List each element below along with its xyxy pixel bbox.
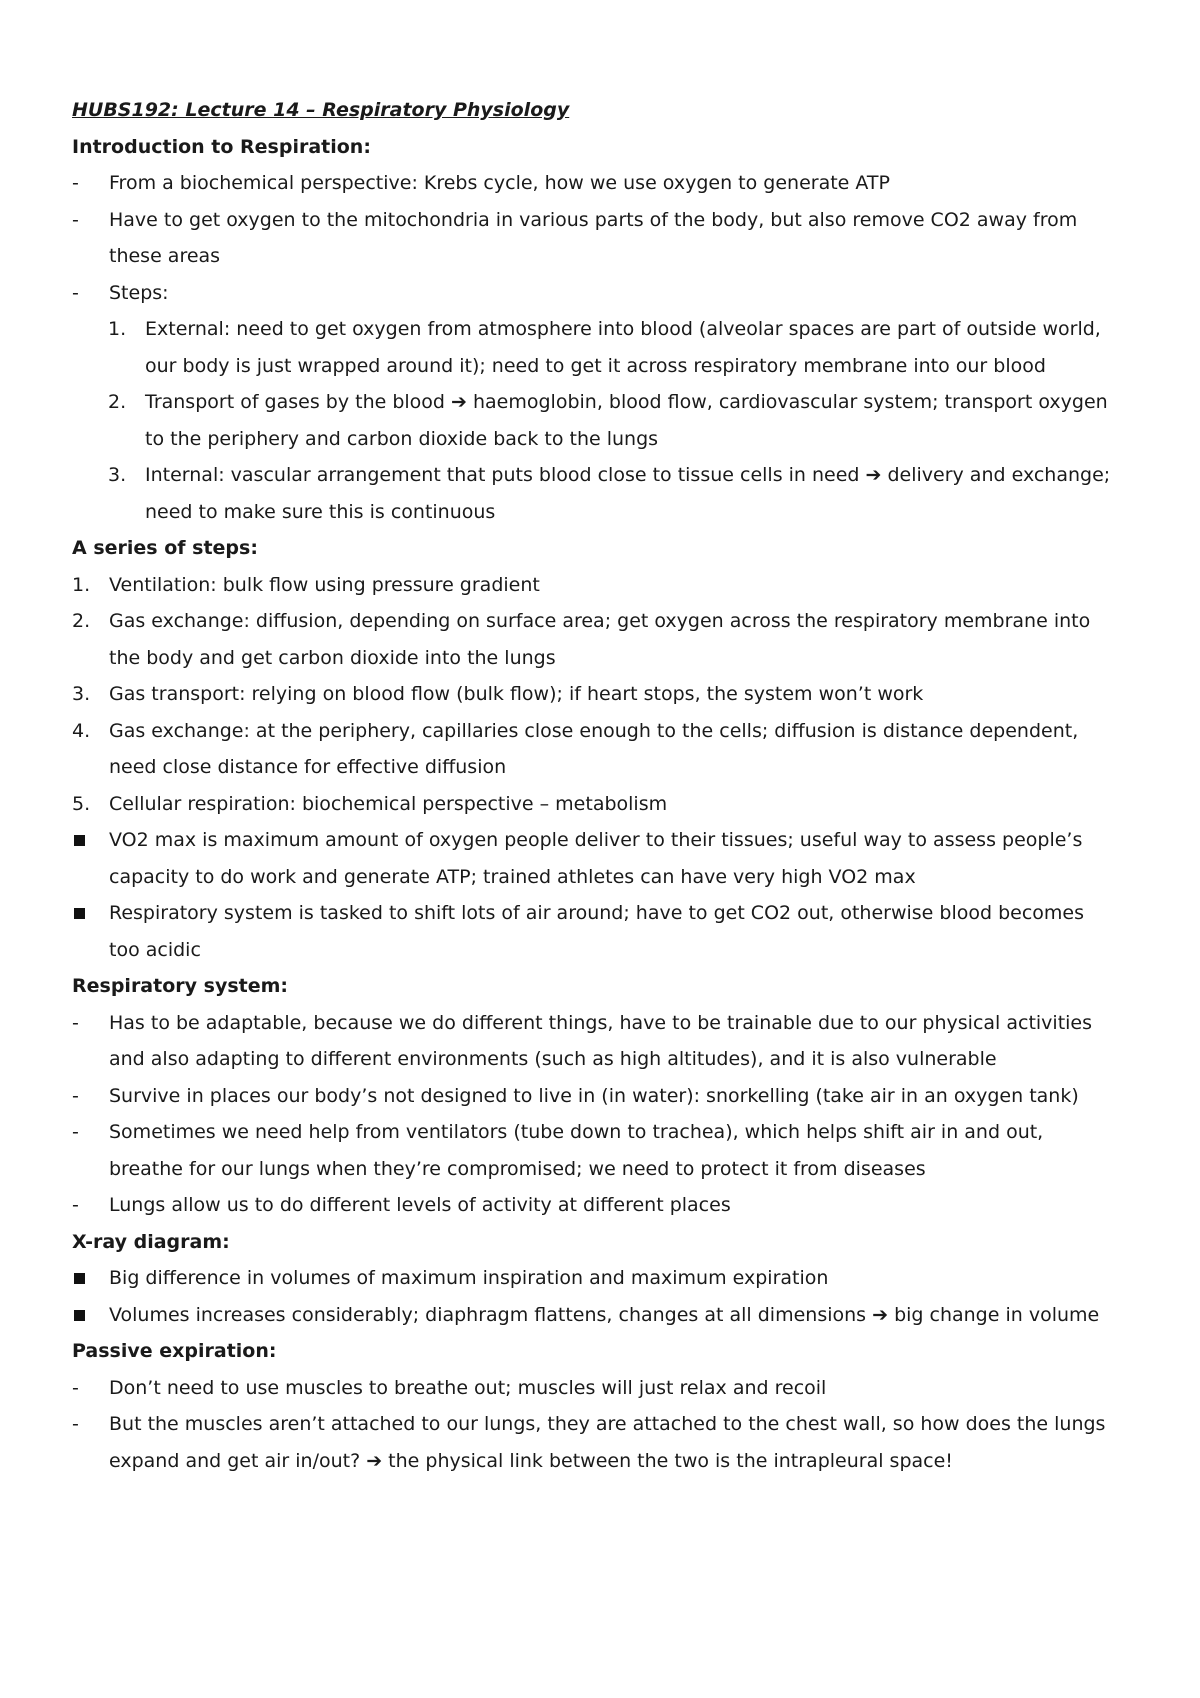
list-item-text: Gas exchange: diffusion, depending on surface area; get oxygen across the respiratory membrane into the body and get carbon dioxide into the lungs bbox=[109, 610, 1091, 669]
list-item-text: Has to be adaptable, because we do different things, have to be trainable due to our physical activities and also adapting to different environments (such as high altitudes), and it is also vulnerable bbox=[109, 1011, 1093, 1070]
list-item-text: Don’t need to use muscles to breathe out; muscles will just relax and recoil bbox=[109, 1376, 827, 1399]
list-item-text: Internal: vascular arrangement that puts blood close to tissue cells in need ➔ delivery and exchange; need to make sure this is continuous bbox=[145, 464, 1111, 523]
list-item bbox=[72, 1260, 1120, 1297]
list-item-text: Survive in places our body’s not designed to live in (in water): snorkelling (take air in an oxygen tank) bbox=[109, 1084, 1079, 1107]
list-item-text: Have to get oxygen to the mitochondria in various parts of the body, but also remove CO2 away from these areas bbox=[109, 208, 1078, 267]
section-heading: Respiratory system: bbox=[72, 975, 289, 997]
list-item-text: Sometimes we need help from ventilators (tube down to trachea), which helps shift air in and out, breathe for our lungs when they’re compromised; we need to protect it from diseases bbox=[109, 1121, 1044, 1180]
list-item-text: Respiratory system is tasked to shift lots of air around; have to get CO2 out, otherwise blood becomes too acidic bbox=[109, 902, 1085, 961]
list-item-text: But the muscles aren’t attached to our lungs, they are attached to the chest wall, so how does the lungs expand and get air in/out? ➔ the physical link between the two is the intrapleural space! bbox=[109, 1413, 1106, 1472]
section-heading: X-ray diagram: bbox=[72, 1230, 230, 1253]
list-item bbox=[72, 275, 1120, 312]
list-item-text: Lungs allow us to do different levels of activity at different places bbox=[109, 1194, 731, 1216]
sub-list-item bbox=[108, 457, 1120, 530]
list-item bbox=[72, 676, 1120, 713]
list-marker: - bbox=[72, 1194, 79, 1216]
list-item-text: External: need to get oxygen from atmosphere into blood (alveolar spaces are part of outside world, our body is just wrapped around it); need to get it across respiratory membrane into our blood bbox=[145, 318, 1101, 377]
document-title: HUBS192: Lecture 14 – Respiratory Physiology bbox=[72, 99, 570, 121]
list-item bbox=[72, 1297, 1120, 1334]
list-marker: 1. bbox=[108, 318, 127, 340]
list-item bbox=[72, 1187, 1120, 1224]
list-marker: 3. bbox=[108, 464, 127, 486]
list-marker: 5. bbox=[72, 792, 91, 815]
list-item-text: From a biochemical perspective: Krebs cycle, how we use oxygen to generate ATP bbox=[109, 172, 890, 194]
document-body bbox=[72, 129, 1120, 1480]
list-item bbox=[72, 1078, 1120, 1115]
list-item bbox=[72, 202, 1120, 275]
list-item-text: Volumes increases considerably; diaphragm flattens, changes at all dimensions ➔ big change in volume bbox=[109, 1303, 1100, 1326]
list-marker: - bbox=[72, 208, 79, 231]
list-item bbox=[72, 603, 1120, 676]
list-item bbox=[72, 165, 1120, 202]
section-heading: A series of steps: bbox=[72, 537, 258, 559]
list-item bbox=[72, 1005, 1120, 1078]
list-marker: - bbox=[72, 1011, 79, 1034]
list-item-text: Steps: bbox=[109, 281, 169, 304]
list-marker: - bbox=[72, 1413, 79, 1435]
sub-list-item bbox=[108, 384, 1120, 457]
list-item bbox=[72, 786, 1120, 823]
list-item-text: Cellular respiration: biochemical perspective – metabolism bbox=[109, 792, 668, 815]
list-marker: - bbox=[72, 1084, 79, 1107]
list-marker: - bbox=[72, 281, 79, 304]
list-marker: 4. bbox=[72, 719, 91, 742]
list-item-text: Transport of gases by the blood ➔ haemoglobin, blood flow, cardiovascular system; transport oxygen to the periphery and carbon dioxide back to the lungs bbox=[145, 391, 1108, 450]
list-marker: - bbox=[72, 172, 79, 194]
list-marker: - bbox=[72, 1121, 79, 1143]
list-item-text: Ventilation: bulk flow using pressure gradient bbox=[109, 573, 540, 596]
sub-list-item bbox=[108, 311, 1120, 384]
list-marker: - bbox=[72, 1376, 79, 1399]
list-item bbox=[72, 567, 1120, 604]
list-item-text: Big difference in volumes of maximum inspiration and maximum expiration bbox=[109, 1267, 829, 1289]
list-marker: 3. bbox=[72, 683, 91, 705]
list-marker: 1. bbox=[72, 573, 91, 596]
list-item bbox=[72, 895, 1120, 968]
list-marker: 2. bbox=[72, 610, 91, 632]
section-heading: Passive expiration: bbox=[72, 1340, 277, 1362]
list-marker: 2. bbox=[108, 391, 127, 413]
section-heading: Introduction to Respiration: bbox=[72, 135, 371, 158]
list-item bbox=[72, 713, 1120, 786]
list-item-text: VO2 max is maximum amount of oxygen people deliver to their tissues; useful way to assess people’s capacity to do work and generate ATP; trained athletes can have very high VO2 max bbox=[109, 829, 1083, 888]
list-item bbox=[72, 822, 1120, 895]
list-item bbox=[72, 1114, 1120, 1187]
list-item-text: Gas exchange: at the periphery, capillaries close enough to the cells; diffusion is distance dependent, need close distance for effective diffusion bbox=[109, 719, 1079, 778]
list-item-text: Gas transport: relying on blood flow (bulk flow); if heart stops, the system won’t work bbox=[109, 683, 924, 705]
list-item bbox=[72, 1370, 1120, 1407]
list-item bbox=[72, 1406, 1120, 1479]
